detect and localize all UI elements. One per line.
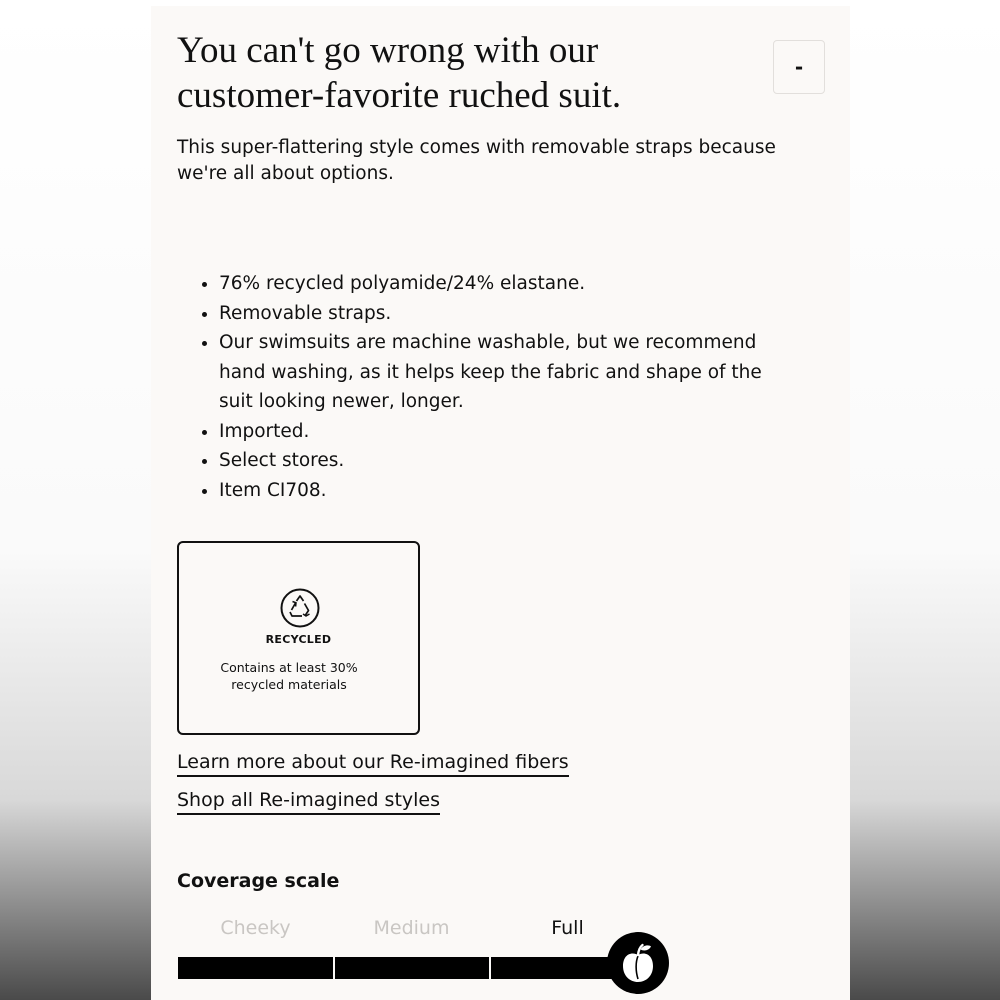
learn-more-fibers-link[interactable]: Learn more about our Re-imagined fibers	[177, 750, 569, 777]
feature-item-straps: • Removable straps.	[219, 299, 799, 329]
feature-item-material: • 76% recycled polyamide/24% elastane.	[219, 269, 799, 299]
collapse-toggle-button[interactable]: -	[773, 40, 825, 94]
recycled-badge-card	[177, 541, 420, 735]
product-details-panel	[151, 6, 850, 1000]
coverage-option-full: Full	[551, 917, 584, 939]
coverage-track-segment	[178, 957, 333, 979]
feature-item-care: • Our swimsuits are machine washable, but we recommend hand washing, as it helps keep the fabric and shape of the suit looking newer, longer.	[219, 328, 799, 417]
recycled-description: Contains at least 30% recycled materials	[220, 660, 358, 692]
coverage-scale-title: Coverage scale	[177, 870, 340, 892]
feature-item-stores: • Select stores.	[219, 446, 799, 476]
feature-item-number: • Item CI708.	[219, 476, 799, 506]
product-subtitle: This super-flattering style comes with removable straps because we're all about options.	[177, 137, 776, 184]
coverage-option-cheeky: Cheeky	[220, 917, 291, 939]
product-heading: You can't go wrong with our customer-favorite ruched suit.	[177, 30, 622, 116]
peach-icon	[618, 941, 658, 985]
recycle-icon	[280, 588, 320, 628]
coverage-option-medium: Medium	[373, 917, 450, 939]
feature-list	[199, 269, 799, 505]
shop-reimagined-styles-link[interactable]: Shop all Re-imagined styles	[177, 788, 440, 815]
coverage-scale-handle[interactable]	[607, 932, 669, 994]
recycled-title: RECYCLED	[265, 633, 332, 646]
coverage-track-segment	[335, 957, 489, 979]
feature-item-imported: • Imported.	[219, 417, 799, 447]
